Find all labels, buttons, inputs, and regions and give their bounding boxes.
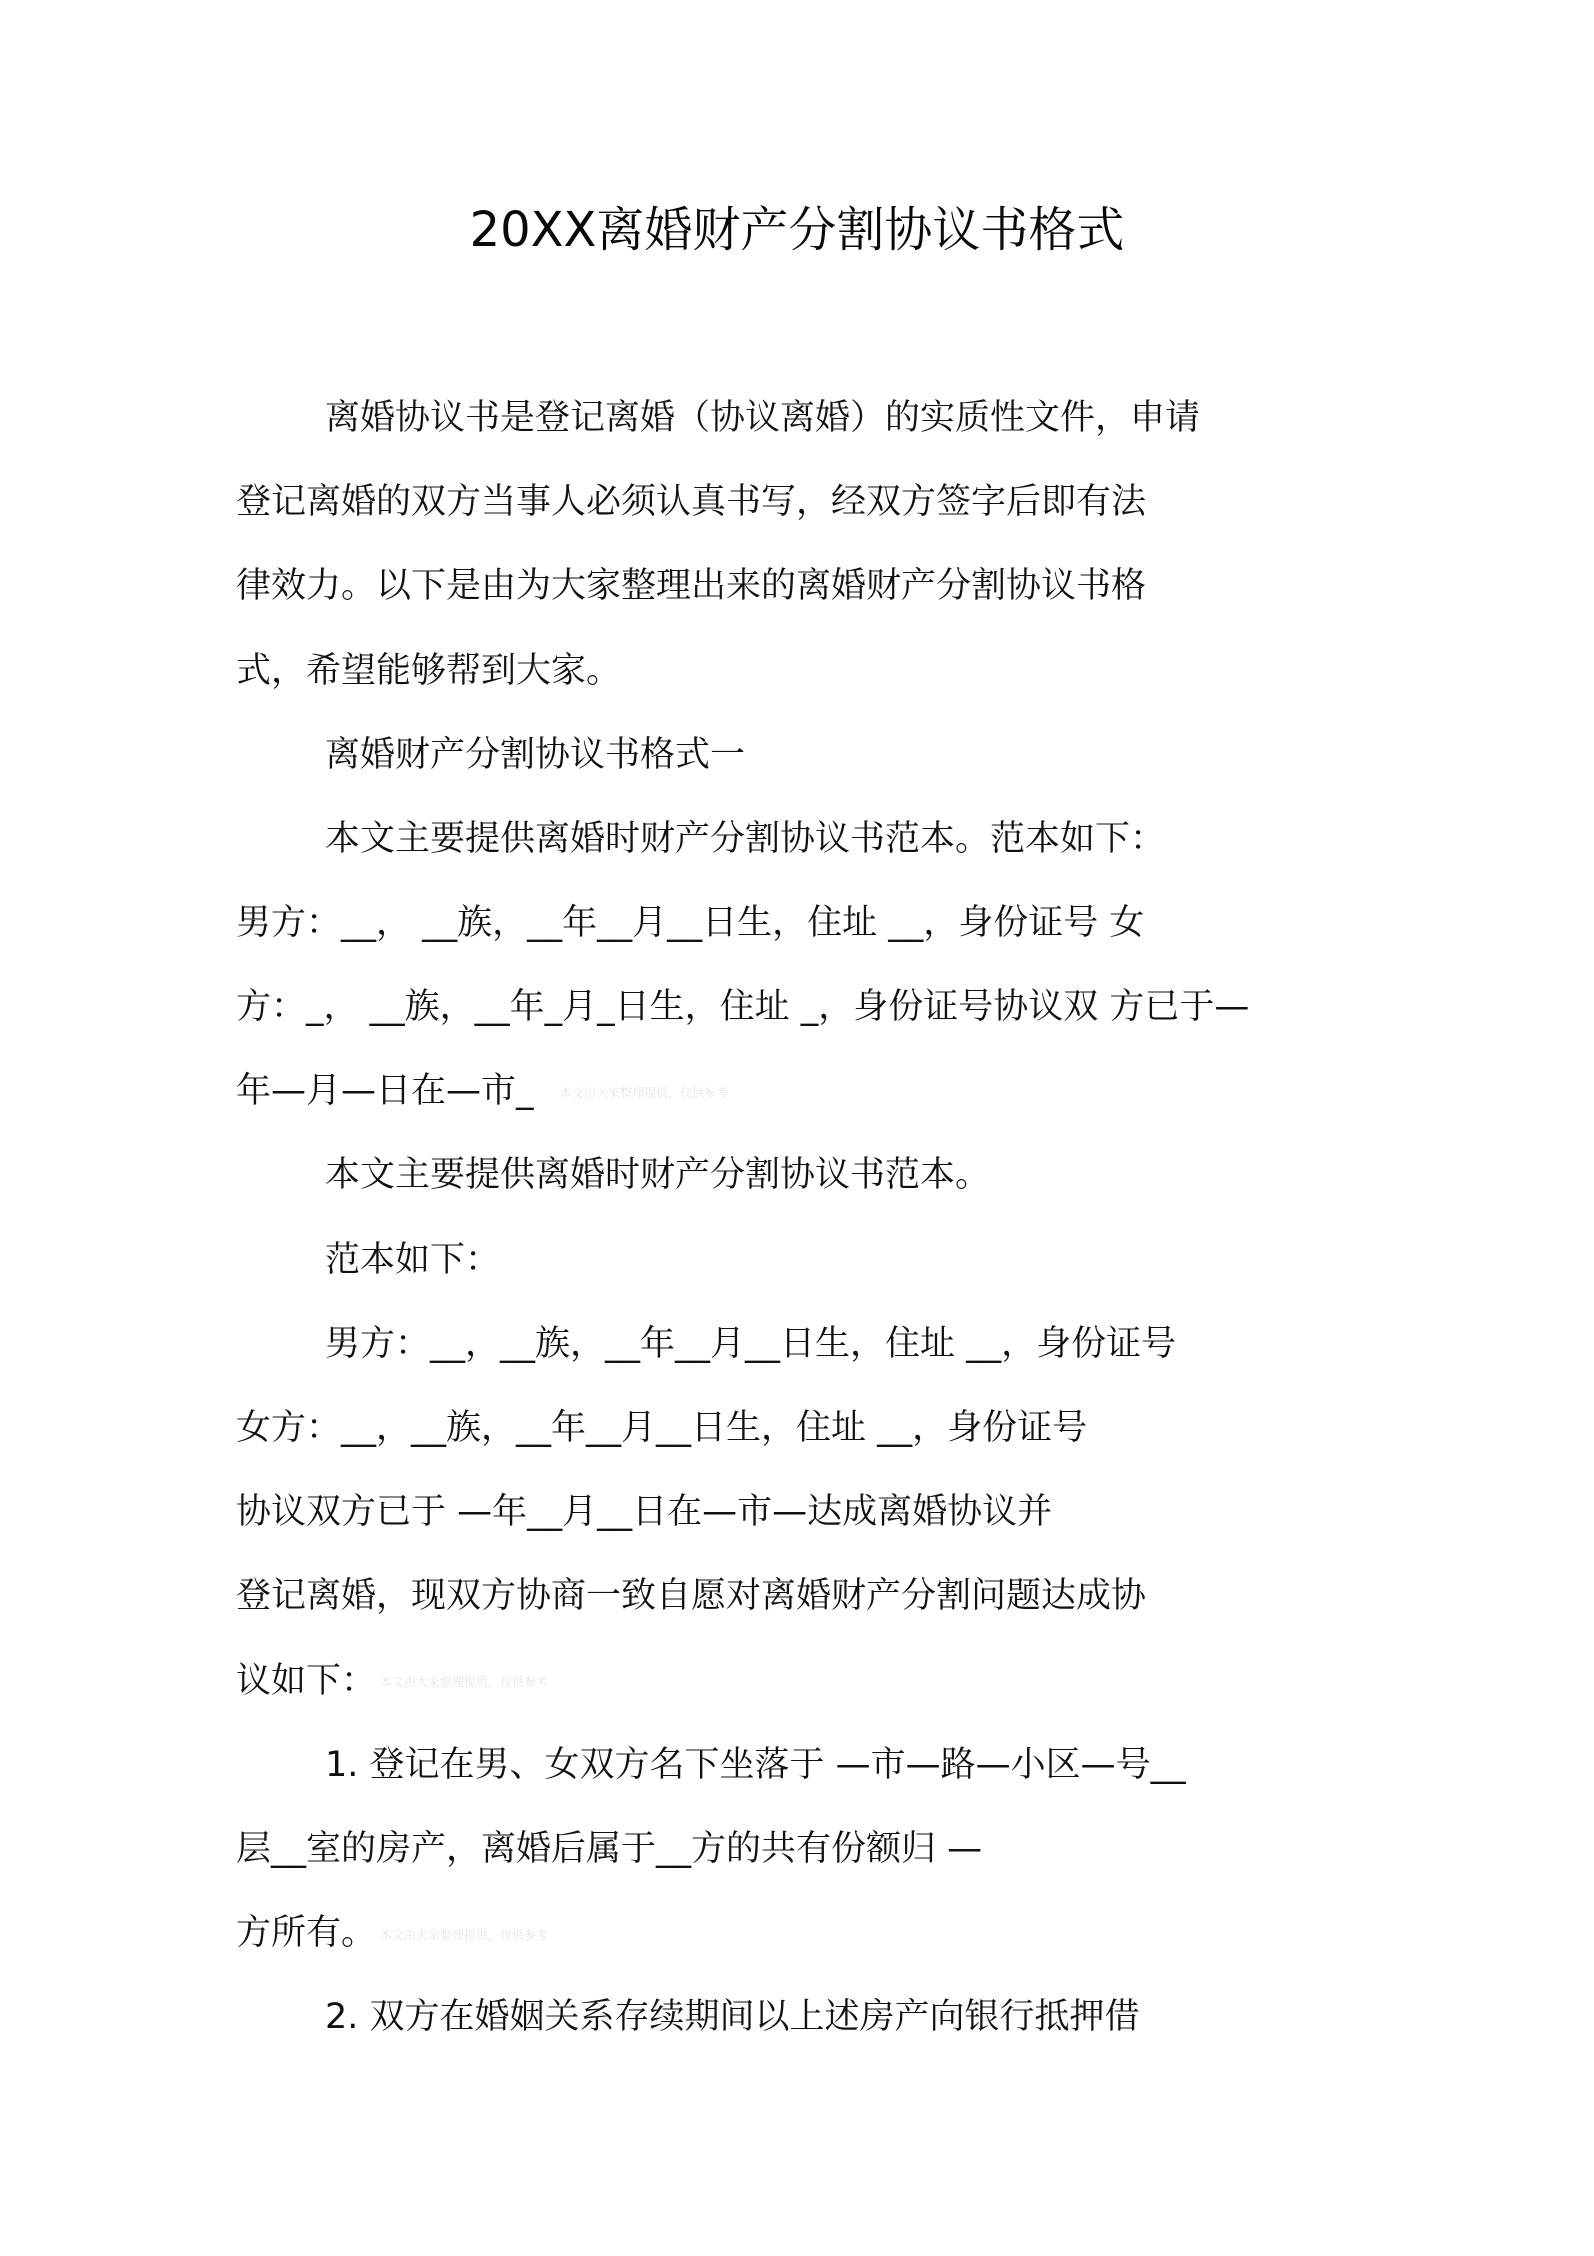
- paragraph-line: 范本如下：: [325, 1240, 501, 1280]
- section-heading: 离婚财产分割协议书格式一: [325, 735, 746, 775]
- faint-note: 本文由大家整理提供，仅供参考: [380, 1675, 549, 1689]
- paragraph-line: 登记离婚，现双方协商一致自愿对离婚财产分割问题达成协: [236, 1576, 1147, 1616]
- faint-note: 本文由大家整理提供，仅供参考: [560, 1086, 729, 1100]
- paragraph-line: 离婚协议书是登记离婚（协议离婚）的实质性文件，申请: [325, 398, 1201, 438]
- paragraph-line: 登记离婚的双方当事人必须认真书写，经双方签字后即有法: [236, 482, 1147, 522]
- form-line: 协议双方已于 —年__月__日在—市—达成离婚协议并: [236, 1492, 1053, 1532]
- form-line: 男方：__，__族，__年__月__日生，住址 __，身份证号: [325, 1324, 1177, 1364]
- paragraph-line: 本文主要提供离婚时财产分割协议书范本。范本如下：: [325, 819, 1166, 859]
- clause-line: 方所有。: [236, 1913, 377, 1953]
- clause-line: 1. 登记在男、女双方名下坐落于 —市—路—小区—号__: [325, 1745, 1186, 1785]
- document-title: 20XX离婚财产分割协议书格式: [469, 202, 1125, 258]
- paragraph-line: 式，希望能够帮到大家。: [236, 651, 622, 691]
- faint-note: 本文由大家整理提供，仅供参考: [380, 1928, 549, 1942]
- clause-line: 2. 双方在婚姻关系存续期间以上述房产向银行抵押借: [325, 1997, 1140, 2037]
- form-line: 男方：__， __族，__年__月__日生，住址 __，身份证号 女: [236, 903, 1145, 943]
- paragraph-line: 本文主要提供离婚时财产分割协议书范本。: [325, 1155, 991, 1195]
- form-line: 方：_， __族，__年_月_日生，住址 _，身份证号协议双 方已于—: [236, 987, 1250, 1027]
- clause-line: 层__室的房产，离婚后属于__方的共有份额归 —: [236, 1829, 983, 1869]
- paragraph-line: 律效力。以下是由为大家整理出来的离婚财产分割协议书格: [236, 566, 1147, 606]
- form-line: 年—月—日在—市_: [236, 1071, 534, 1111]
- form-line: 女方：__，__族，__年__月__日生，住址 __，身份证号: [236, 1408, 1088, 1448]
- paragraph-line: 议如下：: [236, 1661, 377, 1701]
